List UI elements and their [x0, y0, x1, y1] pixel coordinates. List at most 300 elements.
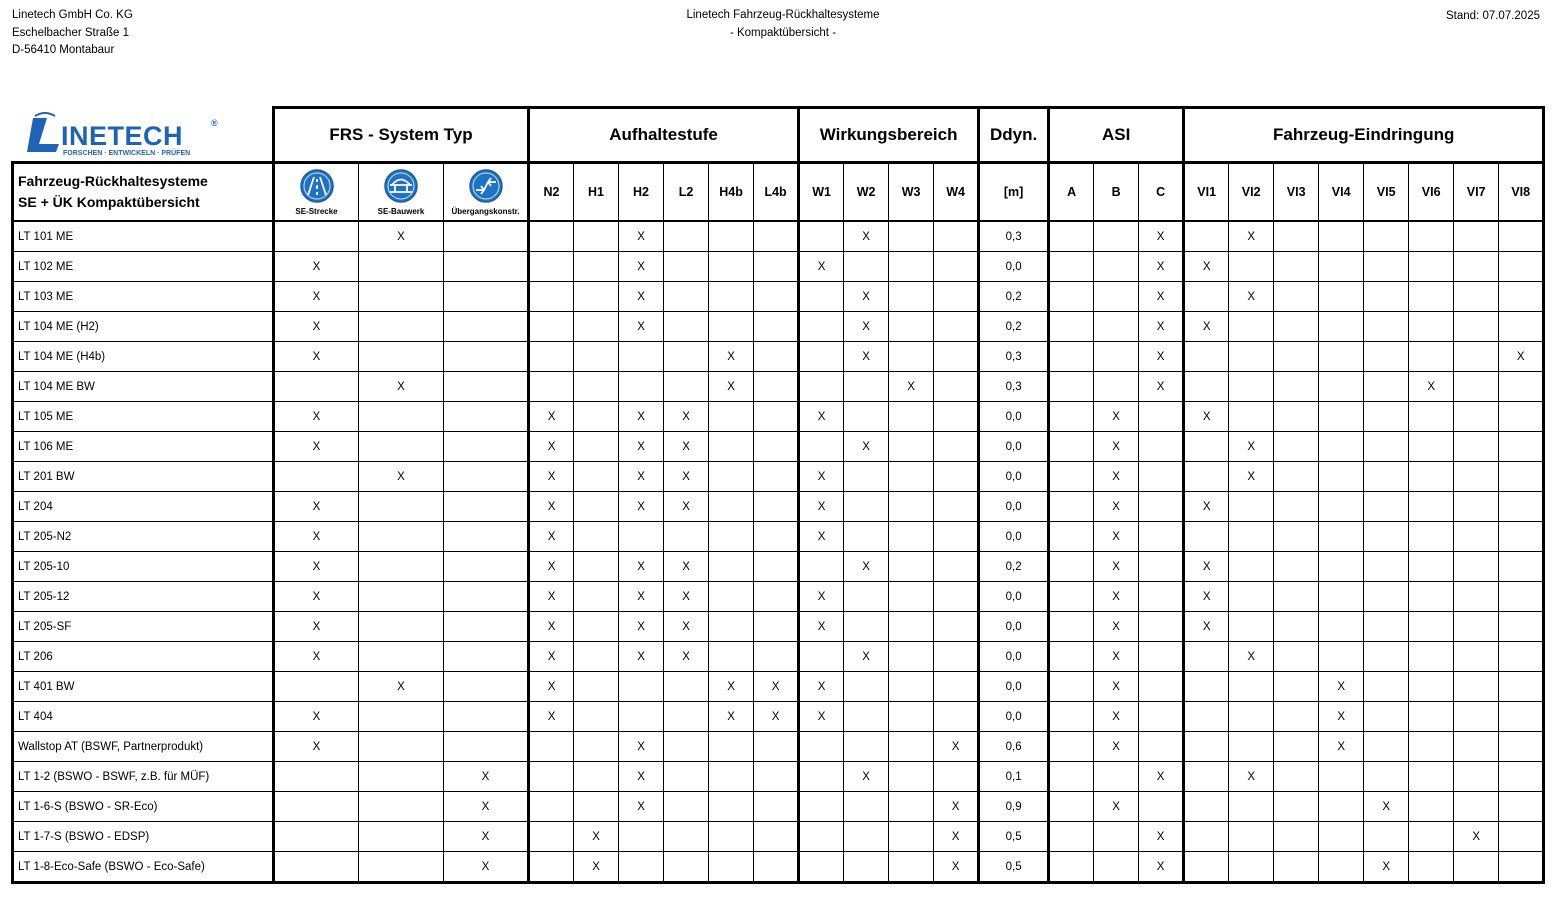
wirkungsbereich-cell — [799, 432, 844, 462]
system-typ-cell: X — [274, 342, 359, 372]
wirkungsbereich-cell: X — [934, 792, 979, 822]
asi-cell — [1049, 522, 1094, 552]
eindringung-cell — [1499, 372, 1544, 402]
asi-cell: X — [1139, 252, 1184, 282]
eindringung-cell — [1409, 792, 1454, 822]
aufhaltestufe-cell: X — [619, 732, 664, 762]
asi-cell — [1094, 342, 1139, 372]
eindringung-cell — [1184, 732, 1229, 762]
aufhaltestufe-cell: X — [619, 252, 664, 282]
system-typ-cell — [274, 372, 359, 402]
asi-cell: X — [1094, 732, 1139, 762]
wirkungsbereich-cell — [934, 432, 979, 462]
wirkungsbereich-cell: X — [799, 612, 844, 642]
wirkungsbereich-cell — [934, 492, 979, 522]
eindringung-cell — [1274, 822, 1319, 852]
system-typ-cell — [444, 642, 529, 672]
asi-cell: X — [1094, 702, 1139, 732]
asi-cell: X — [1139, 852, 1184, 883]
eindringung-cell: X — [1184, 552, 1229, 582]
ddyn-cell: 0,9 — [979, 792, 1049, 822]
aufhaltestufe-cell — [754, 522, 799, 552]
aufhaltestufe-cell — [574, 732, 619, 762]
wirkungsbereich-cell: X — [799, 702, 844, 732]
eindringung-cell — [1454, 792, 1499, 822]
eindringung-cell — [1319, 462, 1364, 492]
overview-table — [11, 106, 1545, 884]
asi-cell — [1049, 612, 1094, 642]
system-typ-cell — [359, 552, 444, 582]
eindringung-cell — [1409, 672, 1454, 702]
aufhaltestufe-cell: X — [664, 462, 709, 492]
eindringung-cell: X — [1454, 822, 1499, 852]
eindringung-cell — [1409, 312, 1454, 342]
wirkungsbereich-cell — [799, 342, 844, 372]
table-row — [13, 492, 1544, 522]
svg-text:FORSCHEN · ENTWICKELN · PRÜFEN: FORSCHEN · ENTWICKELN · PRÜFEN — [62, 150, 190, 157]
system-typ-cell — [274, 852, 359, 883]
aufhaltestufe-cell — [664, 221, 709, 252]
wirkungsbereich-cell — [889, 221, 934, 252]
road-icon — [299, 168, 335, 204]
aufhaltestufe-cell — [709, 221, 754, 252]
aufhaltestufe-cell — [619, 852, 664, 883]
ddyn-cell: 0,0 — [979, 492, 1049, 522]
eindringung-cell — [1499, 702, 1544, 732]
eindringung-cell — [1409, 822, 1454, 852]
product-name: LT 101 ME — [13, 221, 274, 252]
system-typ-cell: X — [274, 642, 359, 672]
eindringung-cell — [1229, 372, 1274, 402]
eindringung-cell — [1454, 732, 1499, 762]
eindringung-cell — [1364, 432, 1409, 462]
system-typ-cell — [274, 462, 359, 492]
product-name: LT 1-6-S (BSWO - SR-Eco) — [13, 792, 274, 822]
wirkungsbereich-cell — [844, 372, 889, 402]
aufhaltestufe-cell: X — [709, 342, 754, 372]
aufhaltestufe-cell — [529, 252, 574, 282]
eindringung-cell — [1364, 402, 1409, 432]
col-vi8: VI8 — [1499, 163, 1544, 222]
wirkungsbereich-cell — [844, 852, 889, 883]
aufhaltestufe-cell — [574, 492, 619, 522]
wirkungsbereich-cell — [799, 762, 844, 792]
asi-cell — [1049, 552, 1094, 582]
aufhaltestufe-cell — [754, 612, 799, 642]
wirkungsbereich-cell — [844, 582, 889, 612]
eindringung-cell — [1274, 702, 1319, 732]
eindringung-cell — [1409, 612, 1454, 642]
aufhaltestufe-cell — [754, 792, 799, 822]
aufhaltestufe-cell — [574, 672, 619, 702]
col-w1: W1 — [799, 163, 844, 222]
asi-cell — [1049, 432, 1094, 462]
eindringung-cell — [1274, 372, 1319, 402]
eindringung-cell: X — [1319, 702, 1364, 732]
aufhaltestufe-cell — [529, 372, 574, 402]
aufhaltestufe-cell: X — [529, 552, 574, 582]
product-name: LT 204 — [13, 492, 274, 522]
aufhaltestufe-cell: X — [529, 582, 574, 612]
ddyn-cell: 0,0 — [979, 402, 1049, 432]
eindringung-cell: X — [1229, 762, 1274, 792]
aufhaltestufe-cell — [709, 582, 754, 612]
aufhaltestufe-cell: X — [529, 492, 574, 522]
wirkungsbereich-cell — [844, 252, 889, 282]
aufhaltestufe-cell — [529, 221, 574, 252]
eindringung-cell — [1499, 792, 1544, 822]
company-street: Eschelbacher Straße 1 — [12, 26, 129, 39]
ddyn-cell: 0,6 — [979, 732, 1049, 762]
table-row — [13, 762, 1544, 792]
eindringung-cell: X — [1229, 432, 1274, 462]
aufhaltestufe-cell — [529, 822, 574, 852]
system-typ-cell — [444, 522, 529, 552]
system-typ-cell — [359, 432, 444, 462]
eindringung-cell — [1499, 312, 1544, 342]
eindringung-cell — [1499, 522, 1544, 552]
eindringung-cell — [1454, 522, 1499, 552]
aufhaltestufe-cell: X — [619, 282, 664, 312]
system-typ-cell: X — [444, 852, 529, 883]
wirkungsbereich-cell: X — [844, 762, 889, 792]
eindringung-cell — [1274, 282, 1319, 312]
aufhaltestufe-cell — [574, 312, 619, 342]
aufhaltestufe-cell — [754, 822, 799, 852]
eindringung-cell — [1184, 792, 1229, 822]
eindringung-cell — [1319, 342, 1364, 372]
product-name: LT 205-SF — [13, 612, 274, 642]
aufhaltestufe-cell — [619, 342, 664, 372]
wirkungsbereich-cell — [934, 762, 979, 792]
aufhaltestufe-cell — [529, 342, 574, 372]
system-typ-cell: X — [444, 792, 529, 822]
product-name: LT 1-2 (BSWO - BSWF, z.B. für MÜF) — [13, 762, 274, 792]
table-row — [13, 522, 1544, 552]
asi-cell — [1049, 492, 1094, 522]
eindringung-cell — [1184, 432, 1229, 462]
wirkungsbereich-cell — [799, 282, 844, 312]
eindringung-cell — [1454, 282, 1499, 312]
eindringung-cell — [1409, 852, 1454, 883]
aufhaltestufe-cell — [574, 582, 619, 612]
table-row — [13, 702, 1544, 732]
col-vi1: VI1 — [1184, 163, 1229, 222]
eindringung-cell — [1274, 642, 1319, 672]
eindringung-cell — [1319, 642, 1364, 672]
system-typ-cell — [359, 492, 444, 522]
aufhaltestufe-cell — [529, 732, 574, 762]
aufhaltestufe-cell: X — [529, 462, 574, 492]
product-name: LT 106 ME — [13, 432, 274, 462]
eindringung-cell — [1184, 642, 1229, 672]
table-row — [13, 402, 1544, 432]
wirkungsbereich-cell — [844, 702, 889, 732]
table-row — [13, 432, 1544, 462]
aufhaltestufe-cell: X — [619, 612, 664, 642]
eindringung-cell — [1319, 402, 1364, 432]
ddyn-cell: 0,1 — [979, 762, 1049, 792]
wirkungsbereich-cell: X — [799, 672, 844, 702]
eindringung-cell — [1229, 672, 1274, 702]
system-typ-cell — [359, 252, 444, 282]
eindringung-cell — [1319, 282, 1364, 312]
eindringung-cell — [1274, 612, 1319, 642]
wirkungsbereich-cell: X — [844, 312, 889, 342]
eindringung-cell — [1184, 702, 1229, 732]
asi-cell: X — [1139, 282, 1184, 312]
aufhaltestufe-cell — [574, 282, 619, 312]
eindringung-cell — [1499, 221, 1544, 252]
asi-cell: X — [1094, 552, 1139, 582]
aufhaltestufe-cell — [709, 792, 754, 822]
aufhaltestufe-cell — [619, 672, 664, 702]
col-l4b: L4b — [754, 163, 799, 222]
aufhaltestufe-cell: X — [664, 552, 709, 582]
eindringung-cell — [1364, 552, 1409, 582]
aufhaltestufe-cell — [619, 372, 664, 402]
eindringung-cell — [1409, 702, 1454, 732]
aufhaltestufe-cell — [664, 672, 709, 702]
eindringung-cell — [1229, 312, 1274, 342]
table-row — [13, 852, 1544, 883]
eindringung-cell — [1454, 642, 1499, 672]
aufhaltestufe-cell — [754, 732, 799, 762]
col-w2: W2 — [844, 163, 889, 222]
system-typ-cell — [444, 221, 529, 252]
eindringung-cell — [1319, 792, 1364, 822]
aufhaltestufe-cell — [709, 252, 754, 282]
table-row — [13, 252, 1544, 282]
asi-cell — [1094, 221, 1139, 252]
eindringung-cell — [1274, 492, 1319, 522]
asi-cell — [1094, 312, 1139, 342]
aufhaltestufe-cell — [754, 852, 799, 883]
aufhaltestufe-cell — [709, 852, 754, 883]
asi-cell — [1139, 432, 1184, 462]
eindringung-cell — [1364, 252, 1409, 282]
table-row — [13, 552, 1544, 582]
eindringung-cell — [1184, 462, 1229, 492]
eindringung-cell — [1409, 462, 1454, 492]
asi-cell — [1049, 762, 1094, 792]
wirkungsbereich-cell — [799, 792, 844, 822]
system-typ-cell — [444, 612, 529, 642]
asi-cell — [1049, 732, 1094, 762]
wirkungsbereich-cell: X — [844, 282, 889, 312]
aufhaltestufe-cell — [574, 432, 619, 462]
eindringung-cell — [1364, 312, 1409, 342]
aufhaltestufe-cell — [664, 822, 709, 852]
asi-cell — [1049, 642, 1094, 672]
system-typ-cell — [274, 672, 359, 702]
system-typ-cell: X — [359, 221, 444, 252]
eindringung-cell — [1319, 372, 1364, 402]
system-typ-cell — [444, 672, 529, 702]
wirkungsbereich-cell — [934, 612, 979, 642]
aufhaltestufe-cell — [664, 372, 709, 402]
aufhaltestufe-cell — [754, 342, 799, 372]
system-typ-cell: X — [274, 732, 359, 762]
col-se-strecke — [274, 163, 359, 222]
col-w3: W3 — [889, 163, 934, 222]
aufhaltestufe-cell: X — [619, 312, 664, 342]
eindringung-cell: X — [1229, 221, 1274, 252]
system-typ-cell: X — [274, 402, 359, 432]
eindringung-cell — [1364, 702, 1409, 732]
system-typ-cell: X — [274, 312, 359, 342]
eindringung-cell — [1499, 672, 1544, 702]
aufhaltestufe-cell — [754, 252, 799, 282]
eindringung-cell — [1499, 732, 1544, 762]
system-typ-cell — [444, 372, 529, 402]
asi-cell — [1139, 582, 1184, 612]
col-vi6: VI6 — [1409, 163, 1454, 222]
aufhaltestufe-cell: X — [709, 672, 754, 702]
eindringung-cell — [1364, 672, 1409, 702]
aufhaltestufe-cell: X — [619, 762, 664, 792]
eindringung-cell — [1184, 282, 1229, 312]
aufhaltestufe-cell — [754, 312, 799, 342]
asi-cell — [1049, 672, 1094, 702]
eindringung-cell — [1454, 762, 1499, 792]
eindringung-cell — [1274, 582, 1319, 612]
document-subtitle: - Kompaktübersicht - — [729, 26, 837, 39]
eindringung-cell — [1274, 672, 1319, 702]
asi-cell: X — [1094, 492, 1139, 522]
group-asi: ASI — [1049, 108, 1184, 163]
system-typ-cell — [274, 762, 359, 792]
asi-cell — [1139, 792, 1184, 822]
col-l2: L2 — [664, 163, 709, 222]
eindringung-cell — [1409, 282, 1454, 312]
aufhaltestufe-cell — [529, 762, 574, 792]
aufhaltestufe-cell — [664, 702, 709, 732]
eindringung-cell — [1454, 342, 1499, 372]
table-row — [13, 462, 1544, 492]
ddyn-cell: 0,2 — [979, 312, 1049, 342]
eindringung-cell — [1184, 672, 1229, 702]
table-body — [13, 221, 1544, 883]
table-row — [13, 822, 1544, 852]
aufhaltestufe-cell: X — [664, 432, 709, 462]
ddyn-cell: 0,2 — [979, 282, 1049, 312]
ddyn-cell: 0,3 — [979, 342, 1049, 372]
wirkungsbereich-cell: X — [844, 552, 889, 582]
wirkungsbereich-cell — [799, 312, 844, 342]
eindringung-cell: X — [1184, 582, 1229, 612]
eindringung-cell: X — [1364, 792, 1409, 822]
wirkungsbereich-cell — [889, 642, 934, 672]
eindringung-cell — [1319, 582, 1364, 612]
asi-cell: X — [1094, 582, 1139, 612]
eindringung-cell — [1319, 522, 1364, 552]
wirkungsbereich-cell — [799, 732, 844, 762]
eindringung-cell — [1184, 822, 1229, 852]
ddyn-cell: 0,0 — [979, 462, 1049, 492]
ddyn-cell: 0,0 — [979, 612, 1049, 642]
eindringung-cell — [1364, 492, 1409, 522]
ddyn-cell: 0,5 — [979, 852, 1049, 883]
eindringung-cell — [1454, 252, 1499, 282]
eindringung-cell — [1274, 252, 1319, 282]
asi-cell: X — [1094, 432, 1139, 462]
wirkungsbereich-cell — [799, 372, 844, 402]
wirkungsbereich-cell — [844, 612, 889, 642]
aufhaltestufe-cell — [574, 252, 619, 282]
aufhaltestufe-cell: X — [619, 492, 664, 522]
col-h4b: H4b — [709, 163, 754, 222]
aufhaltestufe-cell — [574, 642, 619, 672]
wirkungsbereich-cell — [889, 762, 934, 792]
eindringung-cell — [1229, 852, 1274, 883]
product-name: LT 104 ME BW — [13, 372, 274, 402]
asi-cell — [1139, 462, 1184, 492]
aufhaltestufe-cell — [754, 372, 799, 402]
aufhaltestufe-cell — [619, 702, 664, 732]
eindringung-cell — [1184, 372, 1229, 402]
product-name: LT 401 BW — [13, 672, 274, 702]
eindringung-cell — [1364, 642, 1409, 672]
eindringung-cell: X — [1409, 372, 1454, 402]
wirkungsbereich-cell — [934, 402, 979, 432]
eindringung-cell — [1274, 522, 1319, 552]
aufhaltestufe-cell: X — [619, 462, 664, 492]
product-name: LT 205-12 — [13, 582, 274, 612]
ddyn-cell: 0,0 — [979, 432, 1049, 462]
eindringung-cell — [1229, 702, 1274, 732]
aufhaltestufe-cell — [574, 792, 619, 822]
aufhaltestufe-cell — [529, 282, 574, 312]
eindringung-cell — [1409, 762, 1454, 792]
aufhaltestufe-cell: X — [574, 852, 619, 883]
table-row — [13, 672, 1544, 702]
product-name: LT 102 ME — [13, 252, 274, 282]
system-typ-cell — [444, 342, 529, 372]
aufhaltestufe-cell — [664, 762, 709, 792]
asi-cell — [1049, 282, 1094, 312]
asi-cell — [1049, 582, 1094, 612]
table-row — [13, 612, 1544, 642]
group-wirkungsbereich: Wirkungsbereich — [799, 108, 979, 163]
asi-cell: X — [1094, 792, 1139, 822]
wirkungsbereich-cell: X — [799, 462, 844, 492]
ddyn-cell: 0,5 — [979, 822, 1049, 852]
aufhaltestufe-cell — [709, 402, 754, 432]
system-typ-cell — [359, 852, 444, 883]
wirkungsbereich-cell — [844, 462, 889, 492]
system-typ-cell — [359, 522, 444, 552]
system-typ-cell — [359, 702, 444, 732]
aufhaltestufe-cell — [619, 822, 664, 852]
system-typ-cell — [359, 312, 444, 342]
aufhaltestufe-cell — [574, 702, 619, 732]
aufhaltestufe-cell: X — [709, 372, 754, 402]
col-vi2: VI2 — [1229, 163, 1274, 222]
wirkungsbereich-cell: X — [934, 852, 979, 883]
wirkungsbereich-cell — [889, 732, 934, 762]
eindringung-cell — [1274, 552, 1319, 582]
system-typ-cell — [444, 702, 529, 732]
wirkungsbereich-cell — [799, 221, 844, 252]
eindringung-cell — [1409, 522, 1454, 552]
document-title — [600, 7, 966, 42]
col-uebergang — [444, 163, 529, 222]
eindringung-cell — [1499, 852, 1544, 883]
wirkungsbereich-cell — [889, 402, 934, 432]
table-row — [13, 792, 1544, 822]
asi-cell — [1094, 762, 1139, 792]
